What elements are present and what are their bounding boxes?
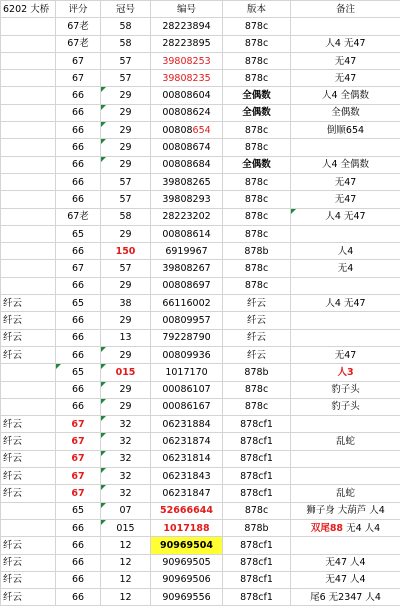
cell-number[interactable]: 00809957 xyxy=(151,312,223,329)
cell-note[interactable] xyxy=(291,312,400,329)
cell-score[interactable]: 66 xyxy=(56,156,101,173)
cell-code[interactable]: 32 xyxy=(101,433,151,450)
cell-number[interactable]: 52666644 xyxy=(151,502,223,519)
cell-region[interactable] xyxy=(1,502,56,519)
cell-number[interactable]: 39808293 xyxy=(151,191,223,208)
cell-number[interactable]: 06231847 xyxy=(151,485,223,502)
table-row xyxy=(1,87,400,104)
cell-version[interactable]: 878c xyxy=(223,35,291,52)
cell-code[interactable]: 57 xyxy=(101,52,151,69)
cell-version[interactable]: 878b xyxy=(223,519,291,536)
cell-note[interactable]: 乱蛇 xyxy=(291,485,400,502)
cell-number[interactable]: 39808267 xyxy=(151,260,223,277)
table-row xyxy=(1,381,400,398)
cell-note[interactable]: 狮子身 大葫芦 人4 xyxy=(291,502,400,519)
table-row xyxy=(1,502,400,519)
cell-score[interactable]: 67 xyxy=(56,70,101,87)
cell-score[interactable]: 67 xyxy=(56,485,101,502)
cell-version[interactable]: 878c xyxy=(223,173,291,190)
cell-number[interactable]: 00808604 xyxy=(151,87,223,104)
cell-version[interactable]: 878cf1 xyxy=(223,416,291,433)
cell-code[interactable]: 32 xyxy=(101,485,151,502)
cell-region[interactable] xyxy=(1,52,56,69)
cell-note[interactable]: 无47 xyxy=(291,70,400,87)
cell-version[interactable]: 878cf1 xyxy=(223,554,291,571)
table-row xyxy=(1,589,400,606)
cell-score[interactable]: 67 xyxy=(56,433,101,450)
table-row xyxy=(1,571,400,588)
cell-version[interactable]: 全偶数 xyxy=(223,104,291,121)
cell-score[interactable]: 66 xyxy=(56,554,101,571)
cell-number[interactable]: 39808253 xyxy=(151,52,223,69)
cell-region[interactable] xyxy=(1,122,56,139)
cell-region[interactable] xyxy=(1,364,56,381)
cell-code[interactable]: 57 xyxy=(101,260,151,277)
cell-region[interactable] xyxy=(1,260,56,277)
cell-number[interactable]: 66116002 xyxy=(151,295,223,312)
cell-code[interactable]: 29 xyxy=(101,277,151,294)
cell-note[interactable]: 倒顺654 xyxy=(291,122,400,139)
cell-score[interactable]: 66 xyxy=(56,398,101,415)
cell-score[interactable]: 65 xyxy=(56,502,101,519)
cell-region[interactable] xyxy=(1,243,56,260)
cell-version[interactable]: 纤云 xyxy=(223,295,291,312)
cell-region[interactable] xyxy=(1,381,56,398)
cell-code[interactable]: 12 xyxy=(101,589,151,606)
cell-score[interactable]: 66 xyxy=(56,122,101,139)
cell-code[interactable]: 29 xyxy=(101,312,151,329)
cell-number[interactable]: 90969506 xyxy=(151,571,223,588)
header-row xyxy=(1,1,400,18)
number-part: 00808 xyxy=(162,125,192,136)
cell-code[interactable]: 38 xyxy=(101,295,151,312)
cell-note[interactable]: 人4 无47 xyxy=(291,208,400,225)
cell-score[interactable]: 67 xyxy=(56,416,101,433)
cell-version[interactable]: 878c xyxy=(223,225,291,242)
cell-score[interactable]: 66 xyxy=(56,519,101,536)
cell-version[interactable]: 纤云 xyxy=(223,312,291,329)
header-number[interactable]: 编号 xyxy=(151,1,223,18)
cell-note[interactable]: 豹子头 xyxy=(291,398,400,415)
cell-number[interactable]: 00808614 xyxy=(151,225,223,242)
header-title[interactable]: 6202 大桥 xyxy=(1,1,56,18)
table-row xyxy=(1,537,400,554)
cell-number[interactable]: 00809936 xyxy=(151,346,223,363)
cell-note[interactable] xyxy=(291,519,400,536)
cell-score[interactable]: 67 xyxy=(56,468,101,485)
cell-number[interactable]: 00808697 xyxy=(151,277,223,294)
table-row xyxy=(1,173,400,190)
header-note[interactable]: 备注 xyxy=(291,1,400,18)
cell-code[interactable]: 29 xyxy=(101,346,151,363)
cell-version[interactable]: 878c xyxy=(223,398,291,415)
cell-note[interactable]: 无47 人4 xyxy=(291,571,400,588)
cell-score[interactable]: 67老 xyxy=(56,208,101,225)
table-row xyxy=(1,104,400,121)
cell-number[interactable]: 28223202 xyxy=(151,208,223,225)
cell-code[interactable]: 29 xyxy=(101,381,151,398)
table-row xyxy=(1,208,400,225)
cell-region[interactable]: 纤云 xyxy=(1,571,56,588)
header-prefix[interactable]: 冠号 xyxy=(101,1,151,18)
cell-code[interactable]: 58 xyxy=(101,35,151,52)
cell-number[interactable]: 00808684 xyxy=(151,156,223,173)
cell-score[interactable]: 66 xyxy=(56,589,101,606)
cell-note[interactable] xyxy=(291,468,400,485)
cell-region[interactable] xyxy=(1,70,56,87)
table-row xyxy=(1,364,400,381)
cell-number[interactable]: 79228790 xyxy=(151,329,223,346)
cell-note[interactable] xyxy=(291,225,400,242)
table-row xyxy=(1,312,400,329)
cell-number[interactable]: 28223894 xyxy=(151,18,223,35)
cell-note[interactable]: 无47 xyxy=(291,173,400,190)
cell-region[interactable]: 纤云 xyxy=(1,433,56,450)
cell-note[interactable] xyxy=(291,277,400,294)
cell-number[interactable]: 90969556 xyxy=(151,589,223,606)
cell-version[interactable]: 878c xyxy=(223,381,291,398)
cell-note[interactable]: 人4 无47 xyxy=(291,35,400,52)
cell-version[interactable]: 878cf1 xyxy=(223,571,291,588)
cell-region[interactable]: 纤云 xyxy=(1,537,56,554)
table-row xyxy=(1,398,400,415)
cell-note[interactable]: 尾6 无2347 人4 xyxy=(291,589,400,606)
cell-region[interactable] xyxy=(1,18,56,35)
note-part: 无4 人4 xyxy=(346,523,380,534)
cell-code[interactable]: 12 xyxy=(101,537,151,554)
table-row xyxy=(1,519,400,536)
cell-version[interactable]: 878c xyxy=(223,191,291,208)
cell-region[interactable]: 纤云 xyxy=(1,554,56,571)
cell-note[interactable] xyxy=(291,416,400,433)
cell-number[interactable]: 00086107 xyxy=(151,381,223,398)
cell-score[interactable]: 67 xyxy=(56,450,101,467)
cell-score[interactable]: 66 xyxy=(56,346,101,363)
cell-number[interactable]: 00086167 xyxy=(151,398,223,415)
cell-version[interactable]: 纤云 xyxy=(223,346,291,363)
cell-region[interactable] xyxy=(1,156,56,173)
table-row xyxy=(1,139,400,156)
cell-code[interactable]: 29 xyxy=(101,122,151,139)
cell-code[interactable]: 015 xyxy=(101,364,151,381)
table-row xyxy=(1,277,400,294)
cell-version[interactable]: 878c xyxy=(223,18,291,35)
cell-number[interactable]: 39808265 xyxy=(151,173,223,190)
cell-note[interactable]: 人3 xyxy=(291,364,400,381)
cell-code[interactable]: 58 xyxy=(101,208,151,225)
table-row xyxy=(1,260,400,277)
cell-region[interactable] xyxy=(1,519,56,536)
cell-score[interactable]: 67老 xyxy=(56,18,101,35)
cell-score[interactable]: 66 xyxy=(56,104,101,121)
cell-note[interactable]: 全偶数 xyxy=(291,104,400,121)
cell-score[interactable]: 67老 xyxy=(56,35,101,52)
cell-region[interactable]: 纤云 xyxy=(1,295,56,312)
cell-code[interactable]: 07 xyxy=(101,502,151,519)
table-row xyxy=(1,156,400,173)
cell-code[interactable]: 12 xyxy=(101,571,151,588)
cell-note[interactable]: 无47 xyxy=(291,52,400,69)
cell-note[interactable]: 无4 xyxy=(291,260,400,277)
cell-code[interactable]: 57 xyxy=(101,191,151,208)
table-row xyxy=(1,346,400,363)
table-row xyxy=(1,243,400,260)
note-highlight: 双尾88 xyxy=(311,523,343,534)
cell-number[interactable]: 6919967 xyxy=(151,243,223,260)
cell-code[interactable]: 12 xyxy=(101,554,151,571)
cell-region[interactable] xyxy=(1,191,56,208)
cell-note[interactable] xyxy=(291,329,400,346)
cell-version[interactable]: 878c xyxy=(223,277,291,294)
cell-note[interactable] xyxy=(291,537,400,554)
cell-note[interactable]: 无47 人4 xyxy=(291,554,400,571)
table-row xyxy=(1,450,400,467)
cell-region[interactable]: 纤云 xyxy=(1,485,56,502)
cell-score[interactable]: 65 xyxy=(56,225,101,242)
cell-code[interactable]: 29 xyxy=(101,225,151,242)
header-version[interactable]: 版本 xyxy=(223,1,291,18)
cell-note[interactable]: 豹子头 xyxy=(291,381,400,398)
cell-number[interactable]: 28223895 xyxy=(151,35,223,52)
cell-region[interactable]: 纤云 xyxy=(1,450,56,467)
cell-score[interactable]: 66 xyxy=(56,173,101,190)
cell-note[interactable]: 无47 xyxy=(291,346,400,363)
cell-number[interactable]: 06231884 xyxy=(151,416,223,433)
cell-region[interactable] xyxy=(1,139,56,156)
cell-region[interactable]: 纤云 xyxy=(1,329,56,346)
cell-version[interactable]: 878b xyxy=(223,243,291,260)
table-row xyxy=(1,295,400,312)
cell-code[interactable]: 57 xyxy=(101,70,151,87)
cell-version[interactable]: 全偶数 xyxy=(223,87,291,104)
cell-score[interactable]: 66 xyxy=(56,277,101,294)
cell-note[interactable]: 无47 xyxy=(291,191,400,208)
table-row xyxy=(1,52,400,69)
cell-number[interactable]: 06231874 xyxy=(151,433,223,450)
cell-version[interactable]: 878c xyxy=(223,52,291,69)
cell-number[interactable]: 00808624 xyxy=(151,104,223,121)
cell-version[interactable]: 878cf1 xyxy=(223,537,291,554)
cell-note[interactable]: 人4 全偶数 xyxy=(291,87,400,104)
cell-score[interactable]: 66 xyxy=(56,243,101,260)
cell-version[interactable]: 878c xyxy=(223,208,291,225)
cell-code[interactable]: 29 xyxy=(101,87,151,104)
cell-note[interactable]: 人4 全偶数 xyxy=(291,156,400,173)
cell-version[interactable]: 878b xyxy=(223,364,291,381)
table-row xyxy=(1,329,400,346)
cell-score[interactable]: 65 xyxy=(56,295,101,312)
cell-score[interactable]: 66 xyxy=(56,381,101,398)
table-row xyxy=(1,18,400,35)
cell-region[interactable] xyxy=(1,225,56,242)
cell-code[interactable]: 29 xyxy=(101,104,151,121)
table-row xyxy=(1,35,400,52)
table-row xyxy=(1,225,400,242)
table-row xyxy=(1,554,400,571)
cell-number-selected[interactable]: 90969504 xyxy=(151,537,223,554)
cell-version[interactable]: 878c xyxy=(223,139,291,156)
cell-region[interactable]: 纤云 xyxy=(1,346,56,363)
cell-code[interactable]: 58 xyxy=(101,18,151,35)
cell-code[interactable]: 57 xyxy=(101,173,151,190)
cell-version[interactable]: 878c xyxy=(223,70,291,87)
cell-version[interactable]: 878c xyxy=(223,122,291,139)
cell-code[interactable]: 29 xyxy=(101,139,151,156)
cell-note[interactable]: 人4 xyxy=(291,243,400,260)
table-row xyxy=(1,191,400,208)
table-row xyxy=(1,70,400,87)
table-row xyxy=(1,122,400,139)
cell-score[interactable]: 66 xyxy=(56,312,101,329)
cell-number[interactable]: 39808235 xyxy=(151,70,223,87)
cell-version[interactable]: 878cf1 xyxy=(223,433,291,450)
cell-score[interactable]: 66 xyxy=(56,139,101,156)
table-row xyxy=(1,416,400,433)
cell-code[interactable]: 13 xyxy=(101,329,151,346)
cell-version[interactable]: 878c xyxy=(223,260,291,277)
cell-region[interactable]: 纤云 xyxy=(1,416,56,433)
cell-score[interactable]: 67 xyxy=(56,260,101,277)
cell-region[interactable] xyxy=(1,35,56,52)
table-row xyxy=(1,485,400,502)
cell-code[interactable]: 32 xyxy=(101,450,151,467)
cell-region[interactable] xyxy=(1,87,56,104)
cell-version[interactable]: 全偶数 xyxy=(223,156,291,173)
cell-number[interactable]: 00808674 xyxy=(151,139,223,156)
number-highlight: 654 xyxy=(193,125,211,136)
cell-region[interactable]: 纤云 xyxy=(1,468,56,485)
cell-note[interactable]: 乱蛇 xyxy=(291,433,400,450)
cell-code[interactable]: 29 xyxy=(101,398,151,415)
cell-region[interactable] xyxy=(1,104,56,121)
cell-number[interactable]: 06231814 xyxy=(151,450,223,467)
cell-region[interactable]: 纤云 xyxy=(1,312,56,329)
cell-note[interactable]: 人4 无47 xyxy=(291,295,400,312)
cell-code[interactable]: 32 xyxy=(101,416,151,433)
cell-version[interactable]: 878cf1 xyxy=(223,450,291,467)
cell-score[interactable]: 66 xyxy=(56,571,101,588)
cell-number[interactable]: 90969505 xyxy=(151,554,223,571)
cell-version[interactable]: 878cf1 xyxy=(223,485,291,502)
cell-number[interactable] xyxy=(151,122,223,139)
cell-region[interactable]: 纤云 xyxy=(1,589,56,606)
cell-code[interactable]: 32 xyxy=(101,468,151,485)
cell-version[interactable]: 878c xyxy=(223,502,291,519)
cell-number[interactable]: 1017170 xyxy=(151,364,223,381)
cell-region[interactable] xyxy=(1,277,56,294)
cell-score[interactable]: 66 xyxy=(56,537,101,554)
cell-score[interactable]: 66 xyxy=(56,87,101,104)
header-score[interactable]: 评分 xyxy=(56,1,101,18)
cell-code[interactable]: 150 xyxy=(101,243,151,260)
cell-code[interactable]: 29 xyxy=(101,156,151,173)
cell-score[interactable]: 66 xyxy=(56,329,101,346)
cell-score[interactable]: 66 xyxy=(56,191,101,208)
cell-region[interactable] xyxy=(1,173,56,190)
cell-number[interactable]: 1017188 xyxy=(151,519,223,536)
cell-version[interactable]: 878cf1 xyxy=(223,468,291,485)
cell-region[interactable] xyxy=(1,398,56,415)
cell-code[interactable]: 015 xyxy=(101,519,151,536)
cell-note[interactable] xyxy=(291,18,400,35)
cell-version[interactable]: 纤云 xyxy=(223,329,291,346)
cell-region[interactable] xyxy=(1,208,56,225)
cell-note[interactable] xyxy=(291,139,400,156)
cell-version[interactable]: 878cf1 xyxy=(223,589,291,606)
cell-score[interactable]: 65 xyxy=(56,364,101,381)
cell-note[interactable] xyxy=(291,450,400,467)
table-row xyxy=(1,468,400,485)
cell-score[interactable]: 67 xyxy=(56,52,101,69)
cell-number[interactable]: 06231843 xyxy=(151,468,223,485)
table-row xyxy=(1,433,400,450)
